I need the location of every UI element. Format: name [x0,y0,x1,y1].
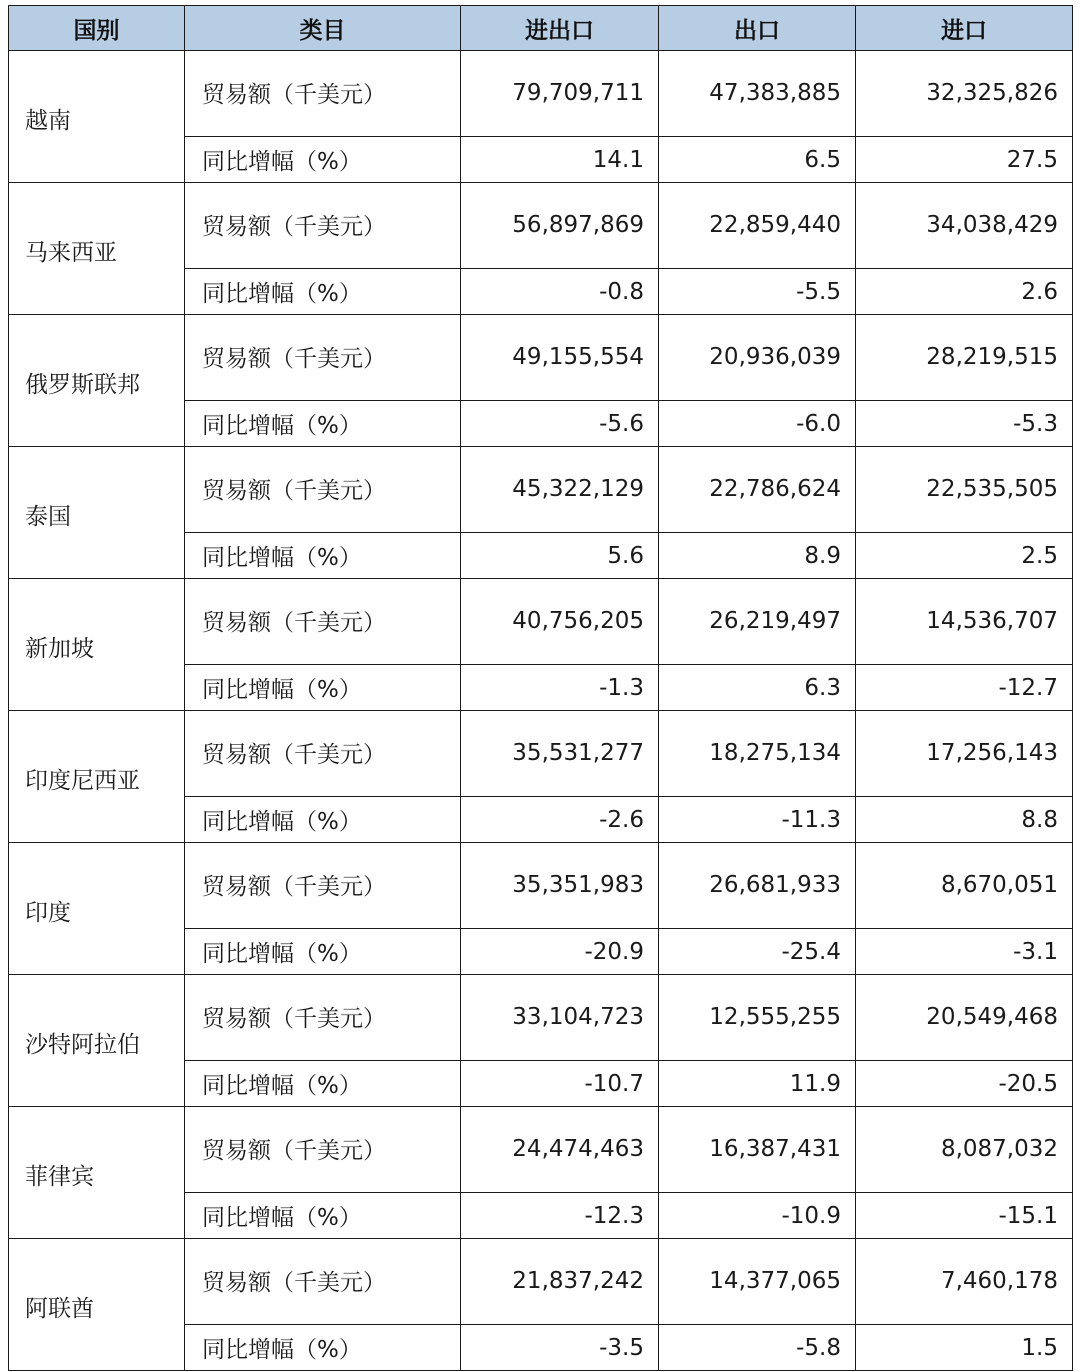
growth-total-trade-cell: -10.7 [461,1061,659,1107]
amount-import-cell: 7,460,178 [856,1239,1073,1325]
growth-export-cell: -5.5 [659,269,856,315]
amount-export-cell: 22,859,440 [659,183,856,269]
country-cell: 越南 [9,51,185,183]
table-row-amount [9,51,1073,137]
amount-total-trade-cell: 79,709,711 [461,51,659,137]
category-cell-amount: 贸易额（千美元） [185,711,461,797]
growth-total-trade-cell: -0.8 [461,269,659,315]
header-total-trade: 进出口 [461,6,659,51]
country-cell: 俄罗斯联邦 [9,315,185,447]
amount-export-cell: 18,275,134 [659,711,856,797]
amount-export-cell: 22,786,624 [659,447,856,533]
growth-export-cell: 11.9 [659,1061,856,1107]
growth-export-cell: -25.4 [659,929,856,975]
header-row [9,6,1073,51]
category-cell-amount: 贸易额（千美元） [185,51,461,137]
amount-total-trade-cell: 35,531,277 [461,711,659,797]
trade-table-container [8,5,1072,1371]
amount-import-cell: 32,325,826 [856,51,1073,137]
growth-total-trade-cell: -2.6 [461,797,659,843]
amount-import-cell: 17,256,143 [856,711,1073,797]
growth-total-trade-cell: -5.6 [461,401,659,447]
category-cell-amount: 贸易额（千美元） [185,447,461,533]
country-cell: 印度 [9,843,185,975]
amount-total-trade-cell: 56,897,869 [461,183,659,269]
amount-total-trade-cell: 21,837,242 [461,1239,659,1325]
growth-import-cell: -12.7 [856,665,1073,711]
amount-total-trade-cell: 49,155,554 [461,315,659,401]
growth-export-cell: -11.3 [659,797,856,843]
category-cell-growth: 同比增幅（%） [185,269,461,315]
category-cell-growth: 同比增幅（%） [185,137,461,183]
amount-export-cell: 14,377,065 [659,1239,856,1325]
growth-export-cell: 6.3 [659,665,856,711]
amount-export-cell: 26,681,933 [659,843,856,929]
amount-total-trade-cell: 40,756,205 [461,579,659,665]
category-cell-growth: 同比增幅（%） [185,533,461,579]
amount-import-cell: 20,549,468 [856,975,1073,1061]
category-cell-amount: 贸易额（千美元） [185,1107,461,1193]
category-cell-growth: 同比增幅（%） [185,1325,461,1371]
category-cell-growth: 同比增幅（%） [185,797,461,843]
country-cell: 马来西亚 [9,183,185,315]
table-row-amount [9,843,1073,929]
growth-export-cell: -5.8 [659,1325,856,1371]
amount-total-trade-cell: 45,322,129 [461,447,659,533]
trade-table [8,5,1073,1371]
growth-import-cell: 2.5 [856,533,1073,579]
country-cell: 菲律宾 [9,1107,185,1239]
amount-export-cell: 20,936,039 [659,315,856,401]
country-cell: 阿联酋 [9,1239,185,1371]
amount-import-cell: 28,219,515 [856,315,1073,401]
table-header [9,6,1073,51]
growth-import-cell: 27.5 [856,137,1073,183]
country-cell: 印度尼西亚 [9,711,185,843]
category-cell-amount: 贸易额（千美元） [185,843,461,929]
table-row-amount [9,1107,1073,1193]
header-country: 国别 [9,6,185,51]
table-row-amount [9,447,1073,533]
growth-export-cell: -10.9 [659,1193,856,1239]
amount-import-cell: 14,536,707 [856,579,1073,665]
header-category: 类目 [185,6,461,51]
table-row-amount [9,579,1073,665]
growth-total-trade-cell: -20.9 [461,929,659,975]
category-cell-amount: 贸易额（千美元） [185,315,461,401]
category-cell-amount: 贸易额（千美元） [185,975,461,1061]
amount-import-cell: 8,087,032 [856,1107,1073,1193]
growth-import-cell: 8.8 [856,797,1073,843]
header-import: 进口 [856,6,1073,51]
category-cell-growth: 同比增幅（%） [185,401,461,447]
amount-export-cell: 26,219,497 [659,579,856,665]
table-row-amount [9,711,1073,797]
amount-export-cell: 47,383,885 [659,51,856,137]
category-cell-growth: 同比增幅（%） [185,665,461,711]
growth-import-cell: -3.1 [856,929,1073,975]
amount-import-cell: 8,670,051 [856,843,1073,929]
growth-export-cell: 6.5 [659,137,856,183]
amount-total-trade-cell: 33,104,723 [461,975,659,1061]
amount-total-trade-cell: 35,351,983 [461,843,659,929]
growth-import-cell: -15.1 [856,1193,1073,1239]
country-cell: 沙特阿拉伯 [9,975,185,1107]
growth-total-trade-cell: -12.3 [461,1193,659,1239]
amount-import-cell: 22,535,505 [856,447,1073,533]
category-cell-amount: 贸易额（千美元） [185,579,461,665]
category-cell-growth: 同比增幅（%） [185,1193,461,1239]
growth-import-cell: -5.3 [856,401,1073,447]
country-cell: 新加坡 [9,579,185,711]
growth-import-cell: 2.6 [856,269,1073,315]
category-cell-growth: 同比增幅（%） [185,1061,461,1107]
category-cell-amount: 贸易额（千美元） [185,183,461,269]
growth-total-trade-cell: 5.6 [461,533,659,579]
growth-import-cell: 1.5 [856,1325,1073,1371]
table-body [9,51,1073,1371]
growth-total-trade-cell: 14.1 [461,137,659,183]
growth-total-trade-cell: -1.3 [461,665,659,711]
growth-import-cell: -20.5 [856,1061,1073,1107]
header-export: 出口 [659,6,856,51]
growth-total-trade-cell: -3.5 [461,1325,659,1371]
amount-export-cell: 12,555,255 [659,975,856,1061]
table-row-amount [9,975,1073,1061]
table-row-amount [9,315,1073,401]
growth-export-cell: 8.9 [659,533,856,579]
category-cell-growth: 同比增幅（%） [185,929,461,975]
amount-total-trade-cell: 24,474,463 [461,1107,659,1193]
amount-import-cell: 34,038,429 [856,183,1073,269]
category-cell-amount: 贸易额（千美元） [185,1239,461,1325]
table-row-amount [9,1239,1073,1325]
table-row-amount [9,183,1073,269]
amount-export-cell: 16,387,431 [659,1107,856,1193]
growth-export-cell: -6.0 [659,401,856,447]
country-cell: 泰国 [9,447,185,579]
